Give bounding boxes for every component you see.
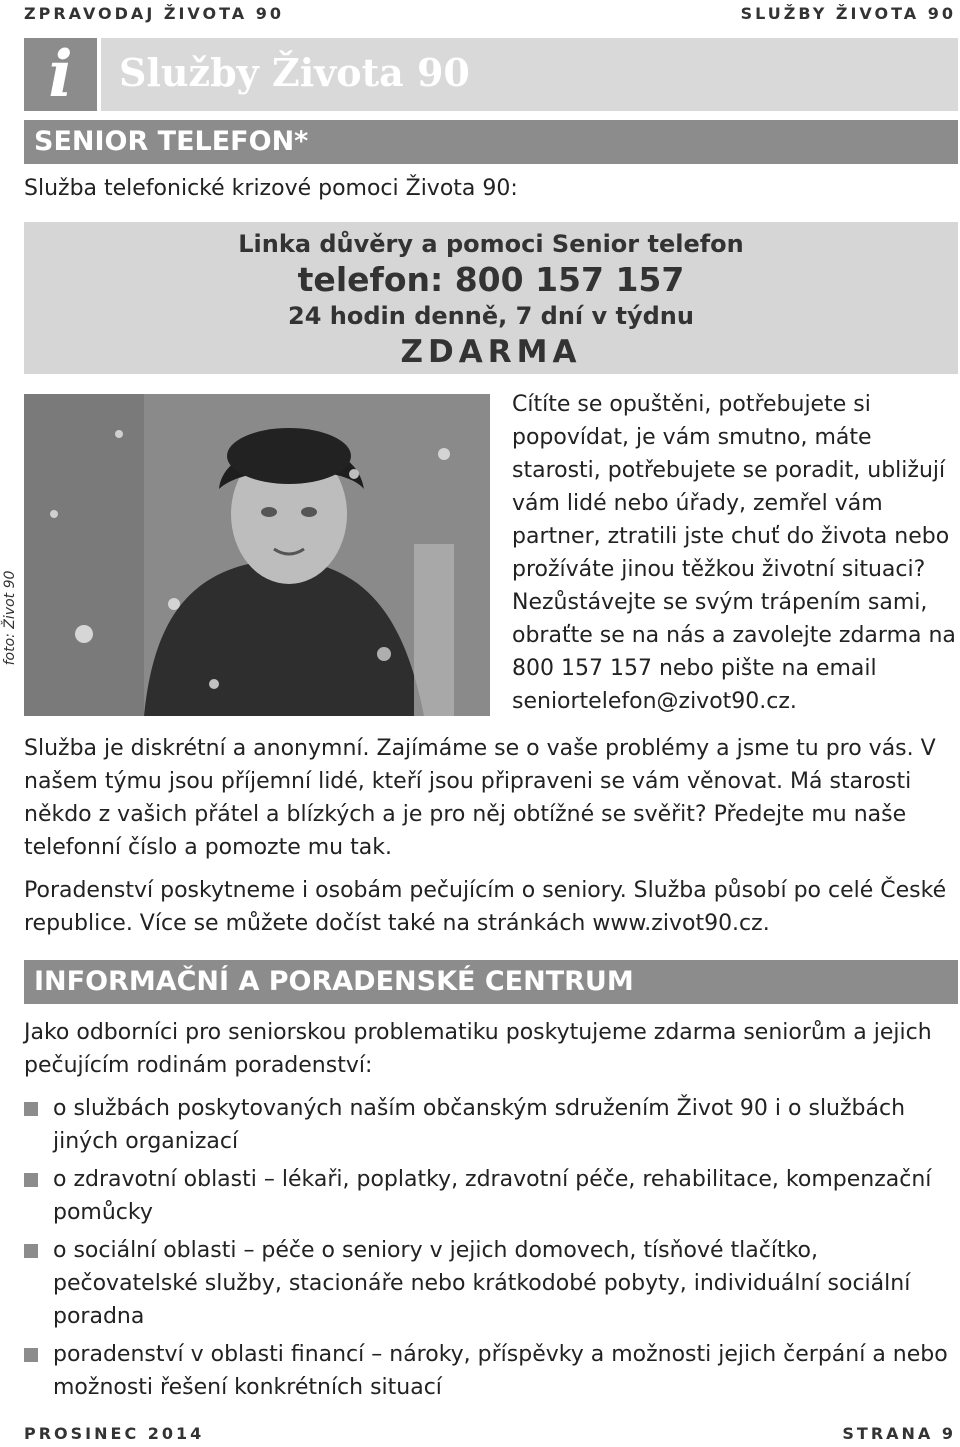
title-bar: [101, 38, 958, 111]
hotline-hours: 24 hodin denně, 7 dní v týdnu: [288, 302, 694, 330]
hotline-free: ZDARMA: [400, 334, 582, 370]
senior-description: Cítíte se opuštěni, potřebujete si popovídat, je vám smutno, máte starosti, potřebujete se poradit, ubližují vám lidé nebo úřady, zemřel vám partner, ztratili jste chuť do života nebo prožíváte jinou těžkou životní situaci? Nezůstávejte se svým trápením sami, obraťte se na nás a zavolejte zdarma na 800 157 157 nebo pište na email seniortelefon@zivot90.cz.: [512, 392, 956, 714]
page-title: Služby Života 90: [119, 50, 470, 95]
list-item: [24, 1163, 958, 1229]
hotline-name: Linka důvěry a pomoci Senior telefon: [238, 230, 744, 258]
hotline-phone: telefon: 800 157 157: [297, 260, 685, 299]
photo-credit-text: foto: Život 90: [2, 570, 18, 666]
footer-date: PROSINEC 2014: [24, 1424, 205, 1443]
hotline-box: [24, 222, 958, 374]
header-publication: ZPRAVODAJ ŽIVOTA 90: [24, 4, 284, 23]
running-header: [24, 2, 956, 24]
bullet-square-icon: [24, 1102, 38, 1116]
info-intro: Jako odborníci pro seniorskou problematiku poskytujeme zdarma seniorům a jejich pečujícím rodinám poradenství:: [24, 1020, 932, 1078]
list-item: [24, 1234, 958, 1333]
footer-page-number: STRANA 9: [842, 1424, 956, 1443]
section-bar-info: [24, 960, 958, 1004]
senior-paragraph-2: Poradenství poskytneme i osobám pečujícím o seniory. Služba působí po celé České republice. Více se můžete dočíst také na stránkách www.zivot90.cz.: [24, 878, 947, 936]
bullet-square-icon: [24, 1348, 38, 1362]
photo-illustration: [24, 394, 490, 716]
section-bar-senior: [24, 120, 958, 164]
list-item-text: o zdravotní oblasti – lékaři, poplatky, zdravotní péče, rehabilitace, kompenzační pomůcky: [53, 1167, 932, 1225]
senior-paragraph-1: Služba je diskrétní a anonymní. Zajímáme se o vaše problémy a jsme tu pro vás. V našem týmu jsou příjemní lidé, kteří jsou připraveni se vám věnovat. Má starosti někdo z vašich přátel a blízkých a je pro něj obtížné se svěřit? Předejte mu naše telefonní číslo a pomozte mu tak.: [24, 736, 936, 860]
bullet-square-icon: [24, 1244, 38, 1258]
list-item-text: o sociální oblasti – péče o seniory v jejich domovech, tísňové tlačítko, pečovatelské služby, stacionáře nebo krátkodobé pobyty, individuální sociální poradna: [53, 1238, 911, 1329]
section-heading-senior: SENIOR TELEFON*: [34, 126, 309, 157]
list-item: [24, 1338, 958, 1404]
page-footer: [24, 1420, 956, 1444]
senior-intro: Služba telefonické krizové pomoci Života 90:: [24, 176, 518, 201]
list-item-text: poradenství v oblasti financí – nároky, příspěvky a možnosti jejich čerpání a nebo možnosti řešení konkrétních situací: [53, 1342, 948, 1400]
photo-credit: [0, 520, 22, 720]
info-logo-icon: i: [24, 38, 97, 111]
photo-senior-woman: [24, 394, 490, 716]
list-item-text: o službách poskytovaných naším občanským sdružením Život 90 i o službách jiných organizací: [53, 1096, 906, 1154]
info-bullet-list: [24, 1092, 958, 1409]
header-section: SLUŽBY ŽIVOTA 90: [740, 4, 956, 23]
list-item: [24, 1092, 958, 1158]
bullet-square-icon: [24, 1173, 38, 1187]
section-heading-info: INFORMAČNÍ A PORADENSKÉ CENTRUM: [34, 966, 634, 997]
